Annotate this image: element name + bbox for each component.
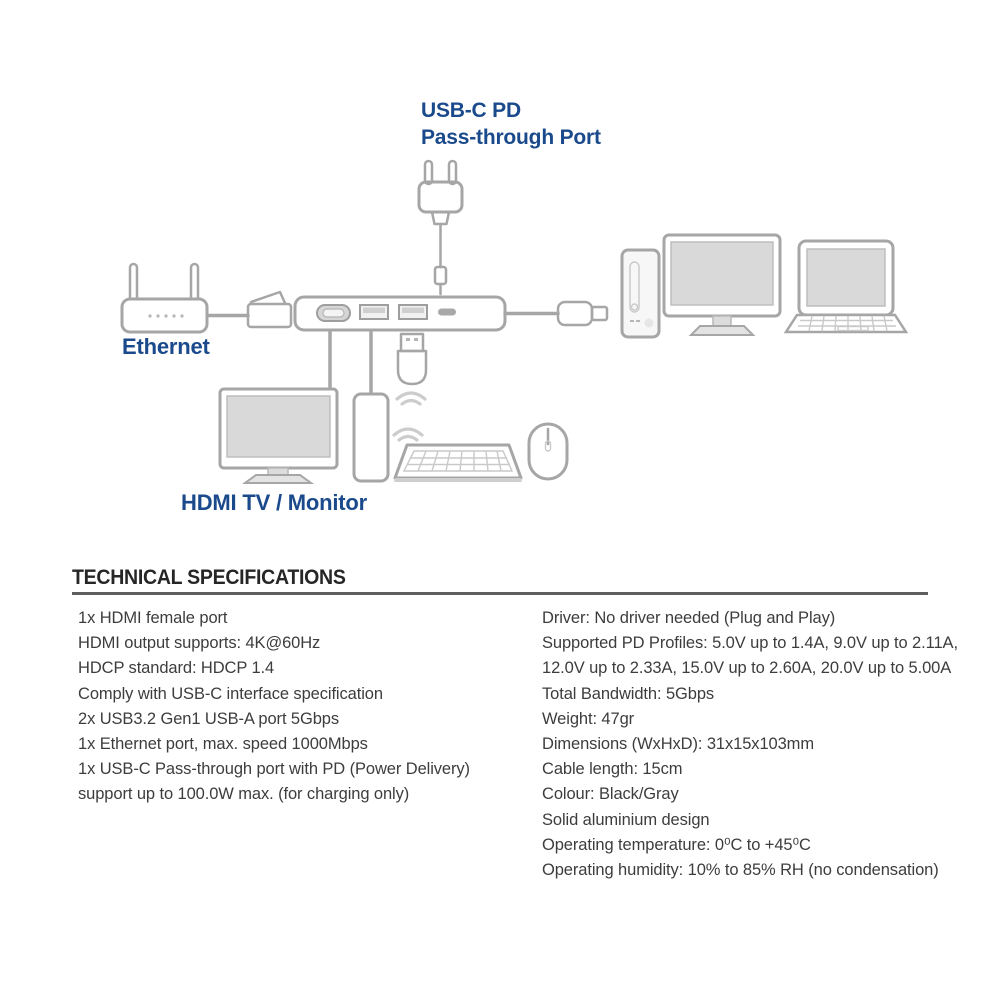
spec-line: Supported PD Profiles: 5.0V up to 1.4A, 9.0V up to 2.11A,: [542, 634, 958, 653]
spec-line: HDCP standard: HDCP 1.4: [78, 659, 275, 678]
spec-line: Operating humidity: 10% to 85% RH (no condensation): [542, 861, 939, 880]
usb-hub-icon: [295, 297, 505, 330]
power-adapter-icon: [419, 161, 462, 294]
spec-line: 2x USB3.2 Gen1 USB-A port 5Gbps: [78, 709, 340, 728]
laptop-icon: [786, 241, 906, 332]
ssd-icon: [354, 394, 388, 481]
spec-line: Total Bandwidth: 5Gbps: [542, 684, 715, 703]
spec-line: Driver: No driver needed (Plug and Play): [542, 609, 836, 627]
desktop-pc-icon: [622, 250, 659, 337]
spec-line: Operating temperature: 0⁰C to +45⁰C: [542, 835, 811, 854]
specs-divider: [72, 592, 928, 595]
hdmi-port-icon: [317, 305, 350, 321]
spec-line: 12.0V up to 2.33A, 15.0V up to 2.60A, 20.0V up to 5.00A: [542, 659, 952, 678]
usb-a-port-icon: [360, 305, 388, 319]
spec-line: Weight: 47gr: [542, 709, 635, 728]
ethernet-cable-icon: [208, 292, 291, 327]
specs-heading: TECHNICAL SPECIFICATIONS: [72, 566, 346, 589]
monitor-icon: [664, 235, 780, 335]
usb-dongle-icon: [398, 334, 426, 384]
hdmi-tv-icon: [220, 389, 337, 483]
wireless-waves-icon: [394, 429, 422, 440]
spec-line: HDMI output supports: 4K@60Hz: [78, 634, 321, 653]
spec-line: 1x USB-C Pass-through port with PD (Power Delivery): [78, 760, 470, 779]
spec-line: 1x HDMI female port: [78, 609, 228, 627]
hdmi-tv-label: HDMI TV / Monitor: [181, 490, 368, 515]
mouse-icon: [529, 424, 567, 479]
spec-line: Solid aluminium design: [542, 810, 710, 829]
wireless-waves-icon: [397, 393, 425, 404]
spec-line: Comply with USB-C interface specification: [78, 684, 383, 703]
usb-c-plug-icon: [558, 302, 607, 325]
spec-line: 1x Ethernet port, max. speed 1000Mbps: [78, 735, 368, 754]
ethernet-label: Ethernet: [122, 334, 210, 359]
usb-c-port-icon: [438, 309, 456, 316]
usb-a-port-icon: [399, 305, 427, 319]
router-icon: [122, 264, 207, 332]
keyboard-icon: [394, 445, 522, 482]
spec-line: Dimensions (WxHxD): 31x15x103mm: [542, 735, 814, 754]
spec-line: support up to 100.0W max. (for charging only): [78, 785, 410, 804]
specs-left-column: [78, 606, 470, 808]
specs-right-column: [542, 606, 958, 883]
usb-c-pd-label: USB-C PD Pass-through Port: [421, 99, 601, 149]
spec-line: Colour: Black/Gray: [542, 785, 679, 804]
spec-line: Cable length: 15cm: [542, 760, 683, 779]
